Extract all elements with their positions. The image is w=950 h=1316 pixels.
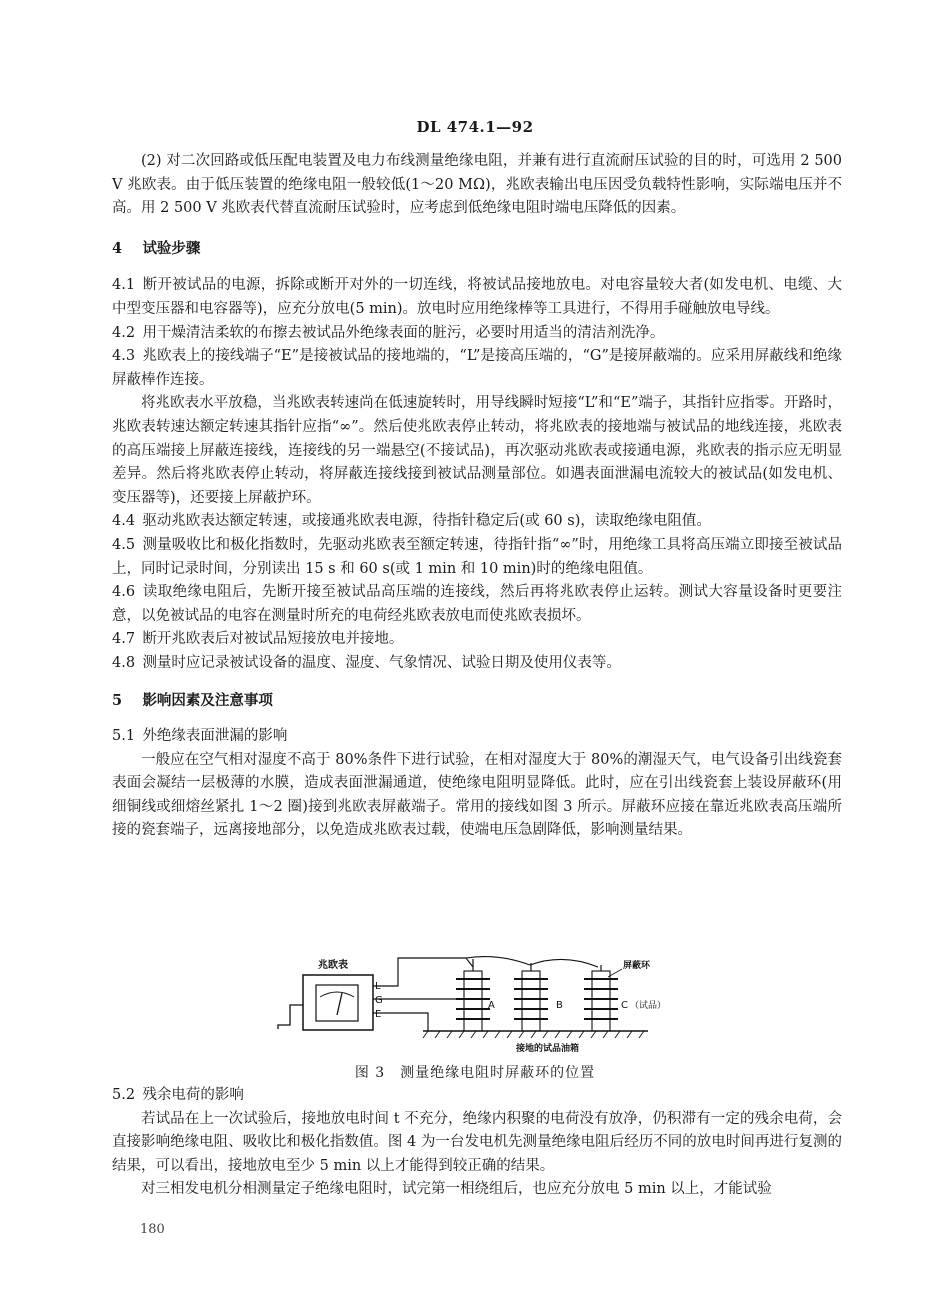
clause-text: 用干燥清洁柔软的布擦去被试品外绝缘表面的脏污，必要时用适当的清洁剂洗净。 [142, 324, 665, 341]
wire-L [373, 958, 466, 986]
clause-4-1 [112, 274, 842, 321]
clause-number: 4.6 [112, 584, 136, 601]
meter-dial [316, 985, 358, 1021]
shield-ring-label: 屏蔽环 [623, 961, 651, 971]
clause-text: 断开被试品的电源，拆除或断开对外的一切连线，将被试品接地放电。对电容量较大者(如发电机、电缆、大中型变压器和电容器等)，应充分放电(5 min)。放电时应用绝缘棒等工具进行，不得用手碰触放电导线。 [112, 277, 842, 317]
clause-number: 4.3 [112, 348, 136, 365]
dial-scale [320, 992, 354, 997]
clause-number: 4.4 [112, 513, 136, 530]
clause-5-1-text: 一般应在空气相对湿度不高于 80%条件下进行试验，在相对湿度大于 80%的潮湿天气，电气设备引出线瓷套表面会凝结一层极薄的水膜，造成表面泄漏通道，使绝缘电阻明显降低。此时，应在引出线瓷套上装设屏蔽环(用细铜线或细熔丝紧扎 1～2 圈)接到兆欧表屏蔽端子。常用的接线如图 3 所示。屏蔽环应接在靠近兆欧表高压端所接的瓷套端子，远离接地部分，以免造成兆欧表过载，使端电压急剧降低，影响测量结果。 [112, 751, 842, 839]
clause-4-3-continued: 将兆欧表水平放稳，当兆欧表转速尚在低速旋转时，用导线瞬时短接“L”和“E”端子，其指针应指零。开路时，兆欧表转速达额定转速其指针应指“∞”。然后使兆欧表停止转动，将兆欧表的接地端与被试品的地线连接，兆欧表的高压端接上屏蔽连接线，连接线的另一端悬空(不接试品)，再次驱动兆欧表或接通电源，兆欧表的指示应无明显差异。然后将兆欧表停止转动，将屏蔽连接线接到被试品测量部位。如遇表面泄漏电流较大的被试品(如发电机、变压器等)，还要接上屏蔽护环。 [112, 395, 842, 506]
meter-label: 兆欧表 [318, 960, 348, 971]
bushing-label-A: A [488, 1000, 495, 1011]
clause-4-8 [112, 652, 842, 676]
clause-4-4 [112, 510, 842, 534]
clause-5-2-text: 若试品在上一次试验后，接地放电时间 t 不充分，绝缘内积聚的电荷没有放净，仍积滞有一定的残余电荷，会直接影响绝缘电阻、吸收比和极化指数值。图 4 为一台发电机先测量绝缘电阻后经历不同的放电时间再进行复测的结果，可以看出，接地放电至少 5 min 以上才能得到较正确的结果。 [112, 1110, 842, 1174]
megohmmeter-box [303, 975, 373, 1030]
paragraph-2500v: (2) 对二次回路或低压配电装置及电力布线测量绝缘电阻，并兼有进行直流耐压试验的目的时，可选用 2 500 V 兆欧表。由于低压装置的绝缘电阻一般较低(1～20 MΩ)，兆欧表输出电压因受负载特性影响，实际端电压并不高。用 2 500 V 兆欧表代替直流耐压试验时，应考虑到低绝缘电阻时端电压降低的因素。 [112, 153, 842, 217]
text-block-bottom [112, 1084, 842, 1202]
clause-title: 外绝缘表面泄漏的影响 [142, 728, 288, 745]
needle-icon [337, 993, 342, 1015]
clause-4-7 [112, 628, 842, 652]
clause-number: 4.1 [112, 277, 136, 294]
clause-text: 测量吸收比和极化指数时，先驱动兆欧表至额定转速，待指针指“∞”时，用绝缘工具将高压端立即接至被试品上，同时记录时间，分别读出 15 s 和 60 s(或 1 min 和 10 min)时的绝缘电阻值。 [112, 536, 842, 577]
terminal-L: L [375, 981, 381, 992]
clause-number: 4.8 [112, 654, 136, 671]
clause-5-2-text-continued: 对三相发电机分相测量定子绝缘电阻时，试完第一相绕组后，也应充分放电 5 min 以上，才能试验 [141, 1181, 772, 1198]
shield-wire [466, 957, 598, 967]
bushing-C [584, 965, 618, 1031]
clause-number: 4.2 [112, 324, 136, 341]
page-number: 180 [140, 1222, 165, 1237]
figure-3-caption: 图 3 测量绝缘电阻时屏蔽环的位置 [354, 1065, 596, 1081]
clause-number: 4.5 [112, 536, 136, 553]
figure-3-diagram [268, 955, 688, 1055]
section-number: 4 [112, 239, 123, 257]
clause-5-2-heading [112, 1084, 842, 1108]
section-title: 影响因素及注意事项 [142, 692, 273, 710]
section-4-heading [112, 237, 842, 261]
clause-text: 驱动兆欧表达额定转速，或接通兆欧表电源，待指针稳定后(或 60 s)，读取绝缘电阻值。 [142, 513, 711, 530]
page-header: DL 474.1—92 [416, 118, 534, 136]
section-4-body [112, 274, 842, 675]
bushing-B [514, 963, 548, 1031]
clause-text: 读取绝缘电阻后，先断开接至被试品高压端的连接线，然后再将兆欧表停止运转。测试大容量设备时更要注意，以免被试品的电容在测量时所充的电荷经兆欧表放电而使兆欧表损坏。 [112, 584, 842, 624]
clause-number: 5.1 [112, 728, 136, 745]
bushing-A [456, 959, 490, 1031]
clause-4-6 [112, 581, 842, 628]
clause-title: 残余电荷的影响 [142, 1087, 244, 1103]
bushing-label-B: B [556, 1000, 563, 1011]
terminal-G: G [375, 995, 383, 1006]
bushing-label-C: C [621, 1000, 628, 1011]
clause-text: 断开兆欧表后对被试品短接放电并接地。 [142, 631, 404, 648]
clause-4-2 [112, 322, 842, 346]
clause-text: 测量时应记录被试设备的温度、湿度、气象情况、试验日期及使用仪表等。 [142, 654, 621, 671]
figure-3 [268, 955, 688, 1055]
ground-tank-label: 接地的试品油箱 [516, 1044, 580, 1054]
section-title: 试验步骤 [142, 239, 201, 257]
text-block-top [112, 150, 842, 843]
clause-4-5 [112, 534, 842, 581]
specimen-label: （试品） [630, 1001, 667, 1011]
terminal-E: E [375, 1009, 382, 1020]
ground-hatch [423, 1031, 644, 1038]
section-5-heading [112, 689, 842, 713]
clause-number: 5.2 [112, 1087, 136, 1103]
clause-number: 4.7 [112, 631, 136, 648]
clause-text: 兆欧表上的接线端子“E”是接被试品的接地端的，“L”是接高压端的，“G”是接屏蔽端的。应采用屏蔽线和绝缘屏蔽棒作连接。 [112, 348, 842, 388]
clause-4-3 [112, 345, 842, 392]
clause-5-1-heading [112, 725, 842, 749]
section-number: 5 [112, 692, 123, 710]
crank-handle [278, 1005, 303, 1029]
